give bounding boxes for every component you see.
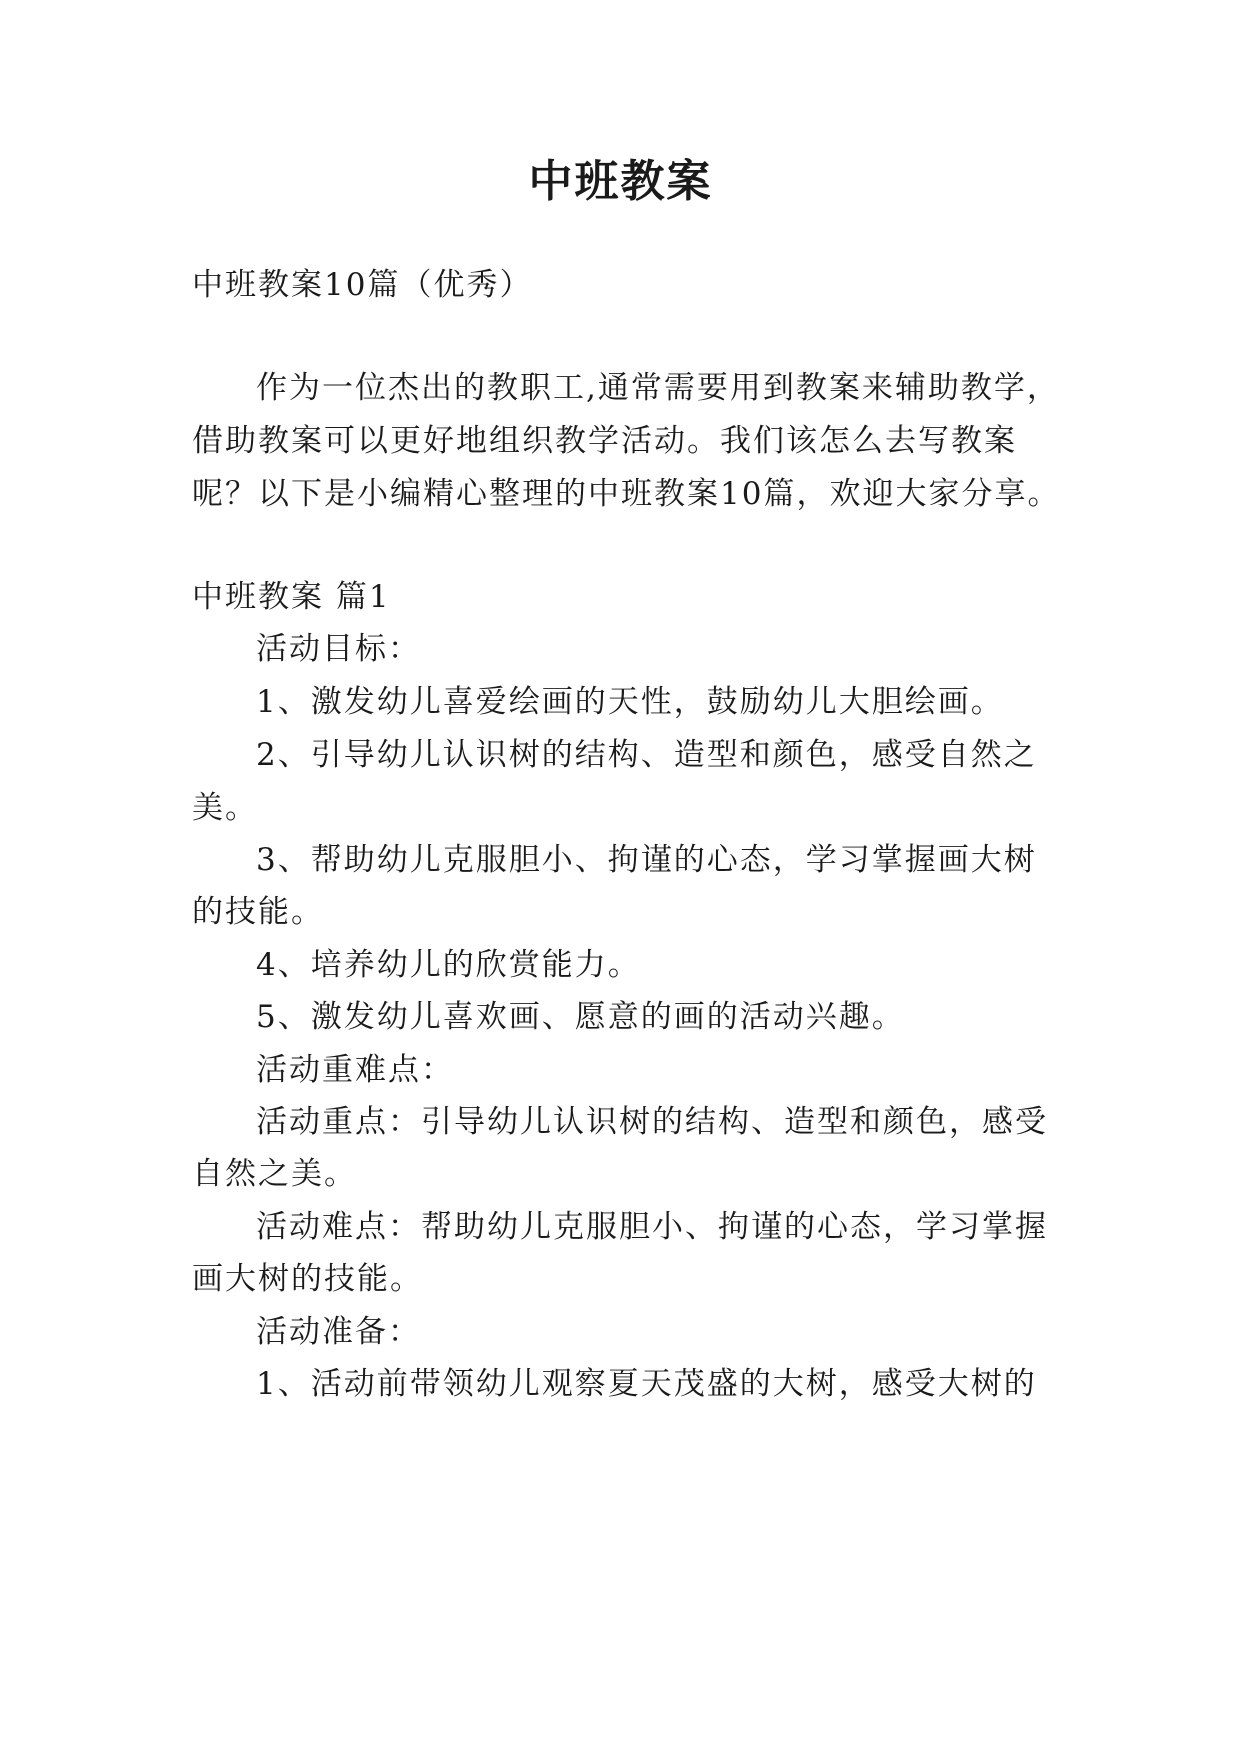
- body-line: 3、帮助幼儿克服胆小、拘谨的心态，学习掌握画大树: [256, 842, 1037, 878]
- document-title: 中班教案: [528, 156, 713, 207]
- body-line: 活动重点：引导幼儿认识树的结构、造型和颜色，感受: [256, 1104, 1048, 1140]
- body-line: 2、引导幼儿认识树的结构、造型和颜色，感受自然之: [256, 737, 1037, 773]
- body-line: 的技能。: [192, 894, 324, 930]
- body-line: 画大树的技能。: [192, 1261, 423, 1297]
- body-line: 1、活动前带领幼儿观察夏天茂盛的大树，感受大树的: [256, 1366, 1037, 1402]
- body-line: 1、激发幼儿喜爱绘画的天性，鼓励幼儿大胆绘画。: [256, 684, 1004, 720]
- body-line: 活动准备：: [256, 1314, 421, 1350]
- body-line: 美。: [192, 790, 258, 826]
- body-line: 活动重难点：: [256, 1052, 454, 1088]
- intro-line: 呢？以下是小编精心整理的中班教案10篇，欢迎大家分享。: [192, 476, 1061, 512]
- body-line: 活动难点：帮助幼儿克服胆小、拘谨的心态，学习掌握: [256, 1209, 1048, 1245]
- body-line: 自然之美。: [192, 1156, 357, 1192]
- body-line: 5、激发幼儿喜欢画、愿意的画的活动兴趣。: [256, 999, 905, 1035]
- body-line: 活动目标：: [256, 631, 421, 667]
- intro-line: 借助教案可以更好地组织教学活动。我们该怎么去写教案: [192, 423, 1017, 459]
- body-line: 4、培养幼儿的欣赏能力。: [256, 947, 641, 983]
- document-subtitle: 中班教案10篇（优秀）: [192, 267, 533, 303]
- intro-line: 作为一位杰出的教职工,通常需要用到教案来辅助教学，: [256, 370, 1060, 406]
- section-heading: 中班教案 篇1: [192, 579, 391, 615]
